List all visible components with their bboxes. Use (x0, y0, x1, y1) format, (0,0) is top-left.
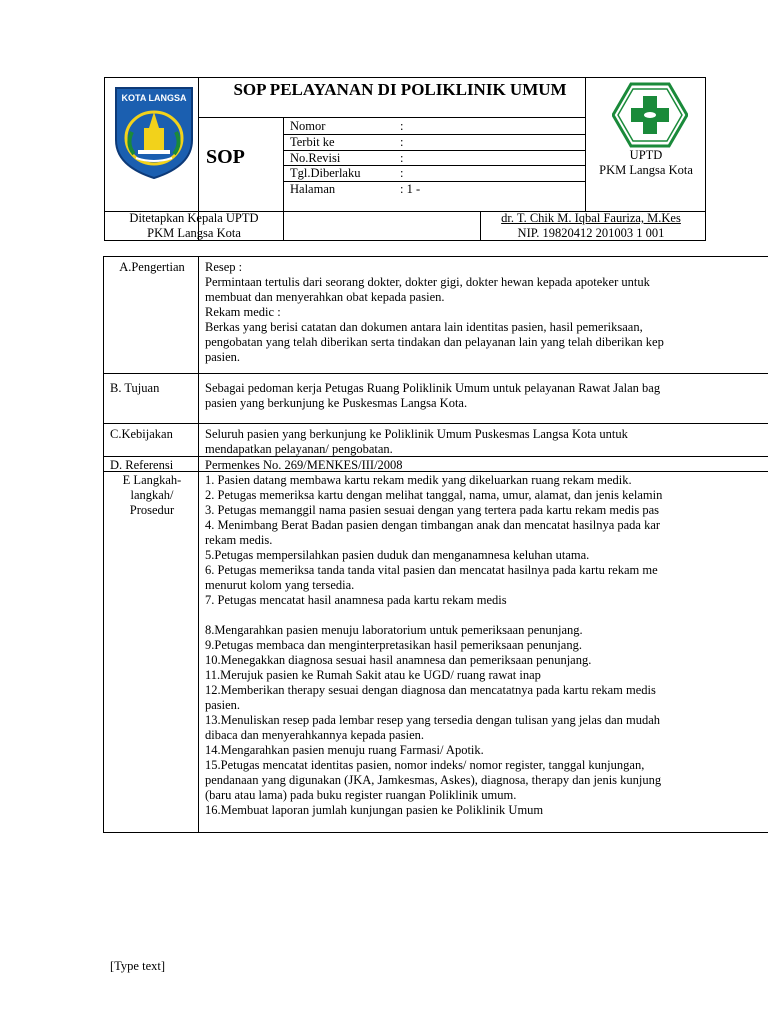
label-kebijakan: C.Kebijakan (110, 427, 173, 441)
meta-terbit: Terbit ke : (290, 135, 404, 149)
content-pengertian: Resep : Permintaan tertulis dari seorang dokter, dokter gigi, dokter hewan kepada apoteker untuk membuat dan menyerahkan obat kepada pasien. Rekam medic : Berkas yang berisi catatan dan dokumen antara lain identitas pasien, hasil pemeriksaan, pengobatan yang telah diberikan serta tindakan dan pelayanan lain yang telah diberikan kep pasien. (205, 260, 664, 364)
content-langkah: 1. Pasien datang membawa kartu rekam medik yang dikeluarkan ruang rekam medik. 2. Petugas memeriksa kartu dengan melihat tanggal, nama, umur, alamat, dan jenis kelamin 3. Petugas memanggil nama pasien sesuai dengan yang tertera pada kartu rekam medis pas 4. Menimbang Berat Badan pasien dengan timbangan anak dan mencatat hasilnya pada kar rekam medis. 5.Petugas mempersilahkan pasien duduk dan menganamnesa keluhan utama. 6. Petugas memeriksa tanda tanda vital pasien dan mencatat hasilnya pada kartu rekam me menurut kolom yang tersedia. 7. Petugas mencatat hasil anamnesa pada kartu rekam medis 8.Mengarahkan pasien menuju laboratorium untuk pemeriksaan penunjang. 9.Petugas membaca dan menginterpretasikan hasil pemeriksaan penunjang. 10.Menegakkan diagnosa sesuai hasil anamnesa dan pemeriksaan penunjang. 11.Merujuk pasien ke Rumah Sakit atau ke UGD/ ruang rawat inap 12.Memberikan therapy sesuai dengan diagnosa dan mencatatnya pada kartu rekam medis pasien. 13.Menuliskan resep pada lembar resep yang tersedia dengan tulisan yang jelas dan mudah dibaca dan menyerahkannya kepada pasien. 14.Mengarahkan pasien menuju ruang Farmasi/ Apotik. 15.Petugas mencatat identitas pasien, nomor indeks/ nomor register, tanggal kunjungan, pendanaan yang digunakan (JKA, Jamkesmas, Askes), diagnosa, therapy dan jenis kunjung (baru atau lama) pada buku register ruangan Poliklinik umum. 16.Membuat laporan jumlah kunjungan pasien ke Poliklinik Umum (205, 473, 663, 817)
label-langkah: E Langkah- langkah/ Prosedur (122, 473, 182, 517)
content-tujuan: Sebagai pedoman kerja Petugas Ruang Poliklinik Umum untuk pelayanan Rawat Jalan bag pasien yang berkunjung ke Puskesmas Langsa Kota. (205, 381, 661, 410)
ditetapkan-label: Ditetapkan Kepala UPTD PKM Langsa Kota (129, 211, 259, 240)
signatory: dr. T. Chik M. Iqbal Fauriza, M.Kes NIP. 19820412 201003 1 001 (501, 211, 681, 240)
sop-label: SOP (206, 146, 245, 168)
kota-langsa-logo (112, 84, 196, 180)
document-title: SOP PELAYANAN DI POLIKLINIK UMUM (233, 80, 567, 99)
content-kebijakan: Seluruh pasien yang berkunjung ke Poliklinik Umum Puskesmas Langsa Kota untuk mendapatkan pelayanan/ pengobatan. (205, 427, 628, 456)
label-referensi: D. Referensi (110, 458, 174, 472)
uptd-label: UPTD PKM Langsa Kota (599, 148, 693, 177)
logo-lettering: KOTA LANGSA (121, 93, 187, 103)
meta-revisi: No.Revisi : (290, 151, 404, 165)
meta-nomor: Nomor : (290, 119, 404, 133)
label-tujuan: B. Tujuan (110, 381, 160, 395)
content-referensi: Permenkes No. 269/MENKES/III/2008 (205, 458, 403, 472)
meta-halaman: Halaman : 1 - (290, 182, 421, 196)
footer-placeholder[interactable]: [Type text] (110, 959, 166, 973)
label-pengertian: A.Pengertian (119, 260, 185, 274)
meta-tgl: Tgl.Diberlaku : (290, 166, 404, 180)
puskesmas-logo (612, 82, 688, 148)
